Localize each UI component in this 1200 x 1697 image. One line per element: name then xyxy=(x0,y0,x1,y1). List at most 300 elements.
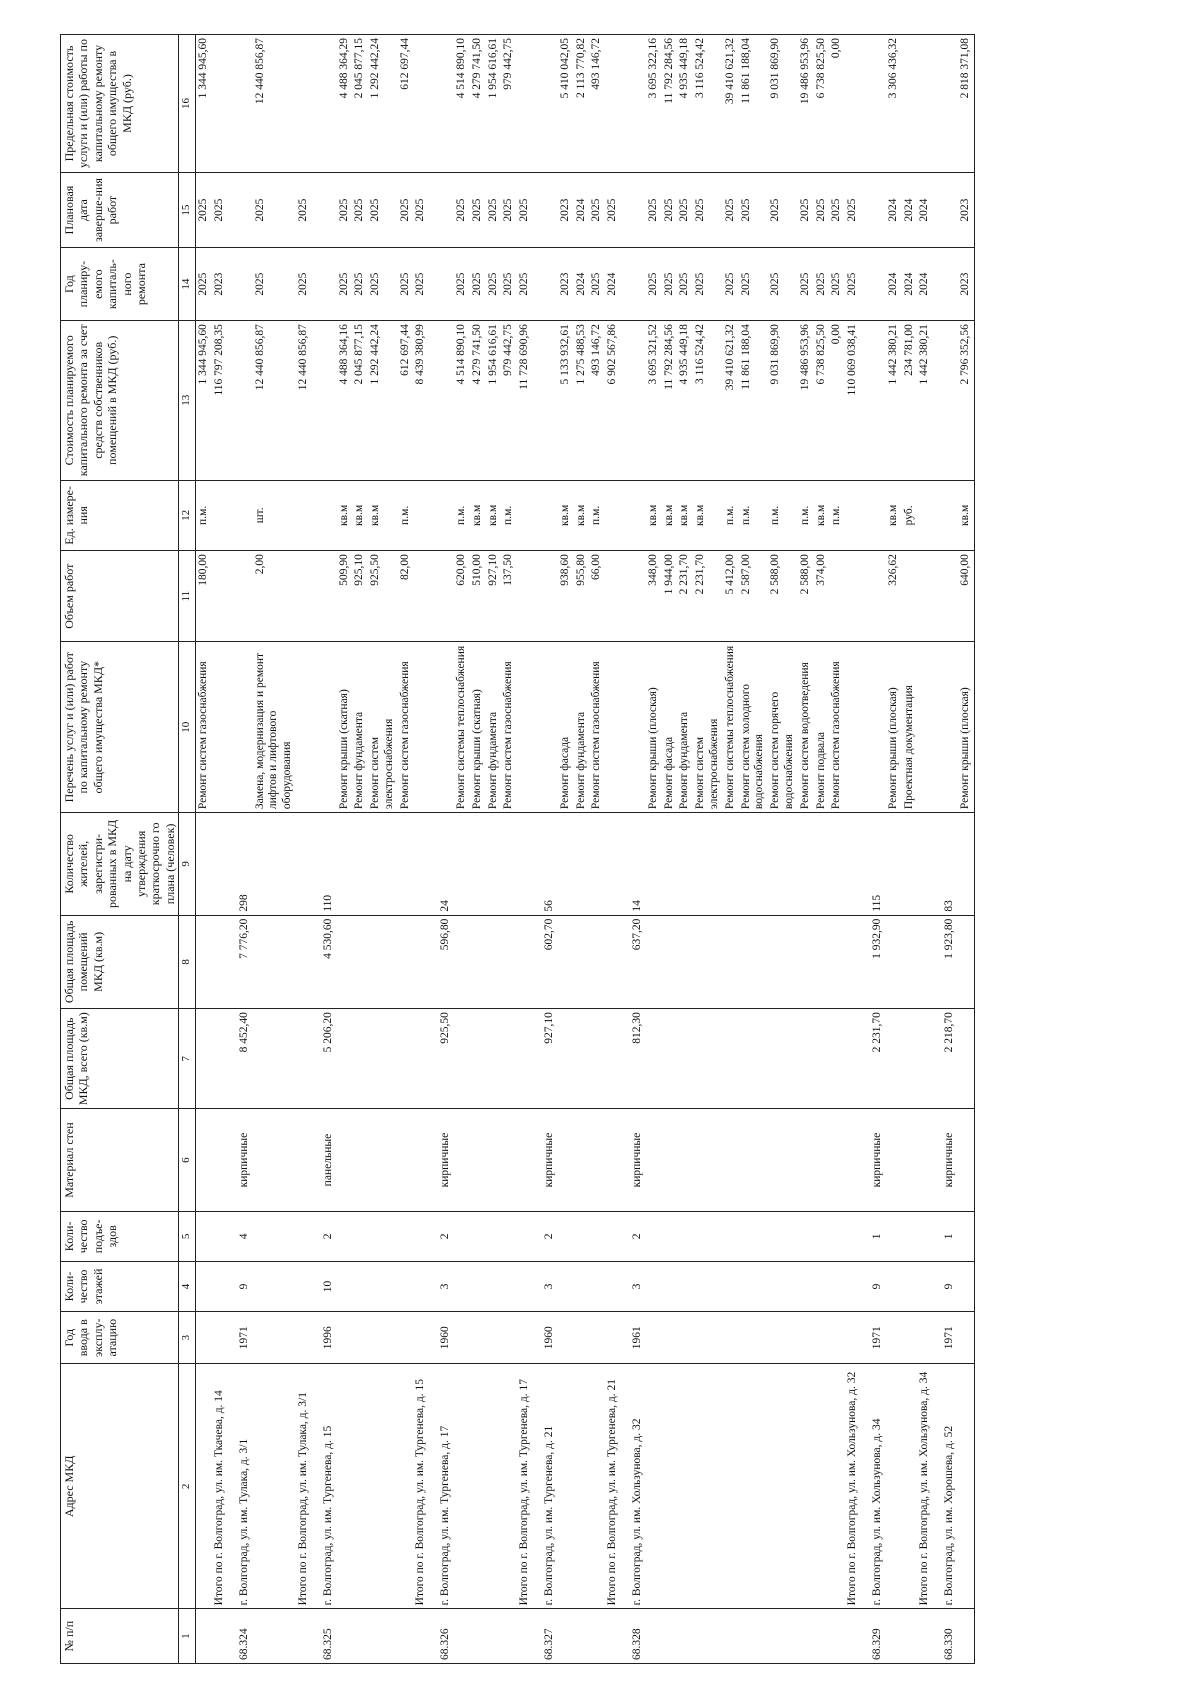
empty-cell xyxy=(312,172,337,247)
limit-cell: 4 488 364,29 xyxy=(337,35,353,173)
column-number-row xyxy=(179,35,196,1664)
empty-cell xyxy=(861,480,886,551)
cost-cell: 4 279 741,50 xyxy=(470,321,486,480)
empty-cell xyxy=(454,813,470,916)
volume-cell: 2 231,70 xyxy=(693,551,723,642)
empty-cell xyxy=(212,642,228,813)
premises-area-cell: 1 923,80 xyxy=(933,915,958,1008)
limit-cell: 11 792 284,56 xyxy=(662,35,678,173)
empty-cell xyxy=(368,915,398,1008)
empty-cell xyxy=(574,1109,590,1212)
empty-cell xyxy=(337,1009,353,1109)
work-cell: Ремонт фундамента xyxy=(352,642,368,813)
work-row xyxy=(798,35,814,1664)
wall-material-cell: кирпичные xyxy=(228,1109,253,1212)
year-cell: 2025 xyxy=(739,248,769,321)
cost-cell: 12 440 856,87 xyxy=(253,321,296,480)
end-date-cell: 2025 xyxy=(739,172,769,247)
year-cell: 2025 xyxy=(398,248,414,321)
limit-cell: 2 113 770,82 xyxy=(574,35,590,173)
empty-cell xyxy=(662,813,678,916)
empty-cell xyxy=(677,915,693,1008)
empty-cell xyxy=(723,915,739,1008)
entrances-cell: 4 xyxy=(228,1211,253,1261)
cost-cell: 2 796 352,56 xyxy=(958,321,974,480)
entrances-cell: 2 xyxy=(312,1211,337,1261)
work-row xyxy=(368,35,398,1664)
cost-cell: 1 442 380,21 xyxy=(886,321,902,480)
empty-cell xyxy=(228,642,253,813)
residents-cell: 83 xyxy=(933,813,958,916)
empty-cell xyxy=(398,1009,414,1109)
empty-cell xyxy=(454,1609,470,1664)
total-row xyxy=(517,35,533,1664)
empty-cell xyxy=(845,1261,861,1311)
work-cell: Ремонт систем горячего водоснабжения xyxy=(768,642,798,813)
floors-cell: 9 xyxy=(228,1261,253,1311)
empty-cell xyxy=(337,1109,353,1212)
residents-cell: 110 xyxy=(312,813,337,916)
empty-cell xyxy=(558,1009,574,1109)
floors-cell: 3 xyxy=(429,1261,454,1311)
empty-cell xyxy=(845,915,861,1008)
year-cell: 2025 xyxy=(677,248,693,321)
volume-cell: 925,10 xyxy=(352,551,368,642)
cost-cell: 1 275 488,53 xyxy=(574,321,590,480)
empty-cell xyxy=(845,35,861,173)
empty-cell xyxy=(574,1261,590,1311)
unit-cell: кв.м xyxy=(337,480,353,551)
empty-cell xyxy=(501,1364,517,1609)
empty-cell xyxy=(605,1312,621,1364)
empty-cell xyxy=(886,1009,902,1109)
empty-cell xyxy=(768,1261,798,1311)
empty-cell xyxy=(917,35,933,173)
house-row xyxy=(228,35,253,1664)
empty-cell xyxy=(413,551,429,642)
empty-cell xyxy=(486,813,502,916)
empty-cell xyxy=(723,1261,739,1311)
end-date-cell: 2025 xyxy=(337,172,353,247)
empty-cell xyxy=(798,1261,814,1311)
empty-cell xyxy=(646,1364,662,1609)
empty-cell xyxy=(646,1312,662,1364)
year-cell: 2025 xyxy=(693,248,723,321)
empty-cell xyxy=(196,1261,212,1311)
empty-cell xyxy=(845,1312,861,1364)
cost-cell: 11 792 284,56 xyxy=(662,321,678,480)
empty-cell xyxy=(398,813,414,916)
empty-cell xyxy=(768,1312,798,1364)
empty-cell xyxy=(861,551,886,642)
row-number-cell: 68.325 xyxy=(312,1609,337,1664)
empty-cell xyxy=(429,642,454,813)
empty-cell xyxy=(486,915,502,1008)
empty-cell xyxy=(693,1109,723,1212)
empty-cell xyxy=(253,813,296,916)
empty-cell xyxy=(829,1109,845,1212)
empty-cell xyxy=(337,1609,353,1664)
total-label-cell: Итого по г. Волгоград, ул. им. Ткачева, д. 14 xyxy=(212,1364,228,1609)
total-area-cell: 925,50 xyxy=(429,1009,454,1109)
empty-cell xyxy=(368,1609,398,1664)
year-built-cell: 1961 xyxy=(621,1312,646,1364)
empty-cell xyxy=(368,1009,398,1109)
empty-cell xyxy=(368,1261,398,1311)
empty-cell xyxy=(253,1211,296,1261)
empty-cell xyxy=(253,915,296,1008)
empty-cell xyxy=(814,1109,830,1212)
empty-cell xyxy=(470,1261,486,1311)
empty-cell xyxy=(605,35,621,173)
limit-cell: 1 344 945,60 xyxy=(196,35,212,173)
empty-cell xyxy=(646,1109,662,1212)
work-row xyxy=(454,35,470,1664)
empty-cell xyxy=(768,915,798,1008)
work-cell: Ремонт систем газоснабжения xyxy=(501,642,517,813)
end-date-cell: 2025 xyxy=(368,172,398,247)
column-number: 16 xyxy=(179,35,196,173)
empty-cell xyxy=(558,1364,574,1609)
empty-cell xyxy=(605,915,621,1008)
volume-cell: 955,80 xyxy=(574,551,590,642)
empty-cell xyxy=(228,321,253,480)
empty-cell xyxy=(917,480,933,551)
empty-cell xyxy=(902,915,918,1008)
empty-cell xyxy=(662,1109,678,1212)
empty-cell xyxy=(413,813,429,916)
empty-cell xyxy=(368,1211,398,1261)
empty-cell xyxy=(398,1211,414,1261)
empty-cell xyxy=(196,1312,212,1364)
work-row xyxy=(662,35,678,1664)
house-row xyxy=(533,35,558,1664)
cost-cell: 0,00 xyxy=(829,321,845,480)
empty-cell xyxy=(296,1009,312,1109)
residents-cell: 56 xyxy=(533,813,558,916)
empty-cell xyxy=(574,915,590,1008)
volume-cell: 2 588,00 xyxy=(768,551,798,642)
unit-cell: кв.м xyxy=(368,480,398,551)
empty-cell xyxy=(902,1211,918,1261)
year-built-cell: 1971 xyxy=(861,1312,886,1364)
wall-material-cell: кирпичные xyxy=(621,1109,646,1212)
row-number-cell: 68.324 xyxy=(228,1609,253,1664)
total-cost-cell: 8 439 380,99 xyxy=(413,321,429,480)
empty-cell xyxy=(605,551,621,642)
empty-cell xyxy=(413,480,429,551)
unit-cell: кв.м xyxy=(486,480,502,551)
cost-cell: 5 133 932,61 xyxy=(558,321,574,480)
empty-cell xyxy=(253,1109,296,1212)
empty-cell xyxy=(558,915,574,1008)
end-date-cell: 2025 xyxy=(723,172,739,247)
volume-cell: 2 588,00 xyxy=(798,551,814,642)
total-row xyxy=(845,35,861,1664)
unit-cell: п.м. xyxy=(739,480,769,551)
empty-cell xyxy=(398,915,414,1008)
year-cell: 2024 xyxy=(902,248,918,321)
empty-cell xyxy=(574,1009,590,1109)
empty-cell xyxy=(768,1211,798,1261)
floors-cell: 10 xyxy=(312,1261,337,1311)
year-cell: 2025 xyxy=(845,248,861,321)
cost-cell: 2 045 877,15 xyxy=(352,321,368,480)
work-cell: Замена, модернизация и ремонт лифтов и лифтового оборудования xyxy=(253,642,296,813)
empty-cell xyxy=(228,480,253,551)
empty-cell xyxy=(677,1609,693,1664)
column-number: 9 xyxy=(179,813,196,916)
volume-cell: 326,62 xyxy=(886,551,902,642)
volume-cell: 66,00 xyxy=(589,551,605,642)
empty-cell xyxy=(212,35,228,173)
empty-cell xyxy=(621,642,646,813)
empty-cell xyxy=(352,813,368,916)
empty-cell xyxy=(398,1312,414,1364)
residents-cell: 115 xyxy=(861,813,886,916)
year-cell: 2024 xyxy=(886,248,902,321)
header-cell: Материал стен xyxy=(61,1109,179,1212)
work-row xyxy=(558,35,574,1664)
empty-cell xyxy=(902,1009,918,1109)
empty-cell xyxy=(253,1261,296,1311)
empty-cell xyxy=(677,1211,693,1261)
empty-cell xyxy=(533,248,558,321)
empty-cell xyxy=(829,1261,845,1311)
year-cell: 2025 xyxy=(368,248,398,321)
header-cell: Стоимость планируемого капитального ремонта за счет средств собственников помещений в МКД (руб.) xyxy=(61,321,179,480)
premises-area-cell: 596,80 xyxy=(429,915,454,1008)
empty-cell xyxy=(605,1009,621,1109)
column-number: 14 xyxy=(179,248,196,321)
empty-cell xyxy=(902,1364,918,1609)
empty-cell xyxy=(886,1211,902,1261)
empty-cell xyxy=(470,1009,486,1109)
total-label-cell: Итого по г. Волгоград, ул. им. Тургенева, д. 21 xyxy=(605,1364,621,1609)
year-built-cell: 1971 xyxy=(228,1312,253,1364)
empty-cell xyxy=(589,1211,605,1261)
work-row xyxy=(902,35,918,1664)
total-cost-cell: 110 069 038,41 xyxy=(845,321,861,480)
empty-cell xyxy=(845,1211,861,1261)
volume-cell: 82,00 xyxy=(398,551,414,642)
unit-cell: руб. xyxy=(902,480,918,551)
empty-cell xyxy=(662,1261,678,1311)
table-body xyxy=(196,35,975,1664)
column-number: 8 xyxy=(179,915,196,1008)
volume-cell: 374,00 xyxy=(814,551,830,642)
work-row xyxy=(501,35,517,1664)
work-cell: Ремонт системы теплоснабжения xyxy=(454,642,470,813)
empty-cell xyxy=(558,1109,574,1212)
premises-area-cell: 637,20 xyxy=(621,915,646,1008)
empty-cell xyxy=(312,35,337,173)
empty-cell xyxy=(253,1609,296,1664)
empty-cell xyxy=(368,1364,398,1609)
empty-cell xyxy=(296,1312,312,1364)
column-number: 4 xyxy=(179,1261,196,1311)
empty-cell xyxy=(454,1364,470,1609)
empty-cell xyxy=(296,35,312,173)
empty-cell xyxy=(196,1609,212,1664)
empty-cell xyxy=(212,813,228,916)
empty-cell xyxy=(312,321,337,480)
limit-cell: 4 514 890,10 xyxy=(454,35,470,173)
limit-cell: 2 045 877,15 xyxy=(352,35,368,173)
year-built-cell: 1971 xyxy=(933,1312,958,1364)
empty-cell xyxy=(517,480,533,551)
cost-cell: 11 861 188,04 xyxy=(739,321,769,480)
header-cell: Количество жителей, зарегистри-рованных в МКД на дату утверждения краткосрочно го плана (человек) xyxy=(61,813,179,916)
empty-cell xyxy=(886,1364,902,1609)
empty-cell xyxy=(814,1261,830,1311)
cost-cell: 19 486 953,96 xyxy=(798,321,814,480)
empty-cell xyxy=(829,1609,845,1664)
total-row xyxy=(413,35,429,1664)
empty-cell xyxy=(398,1261,414,1311)
limit-cell: 6 738 825,50 xyxy=(814,35,830,173)
total-label-cell: Итого по г. Волгоград, ул. им. Тулака, д. 3/1 xyxy=(296,1364,312,1609)
end-date-cell: 2025 xyxy=(814,172,830,247)
total-cost-cell: 11 728 690,96 xyxy=(517,321,533,480)
empty-cell xyxy=(768,1364,798,1609)
empty-cell xyxy=(533,35,558,173)
empty-cell xyxy=(517,1009,533,1109)
end-date-cell: 2025 xyxy=(845,172,861,247)
empty-cell xyxy=(368,1109,398,1212)
empty-cell xyxy=(296,551,312,642)
residents-cell: 14 xyxy=(621,813,646,916)
empty-cell xyxy=(337,1261,353,1311)
unit-cell: кв.м xyxy=(693,480,723,551)
unit-cell: кв.м xyxy=(677,480,693,551)
limit-cell: 493 146,72 xyxy=(589,35,605,173)
row-number-cell: 68.327 xyxy=(533,1609,558,1664)
total-cost-cell: 116 797 208,35 xyxy=(212,321,228,480)
rotated-page xyxy=(60,34,1180,1664)
empty-cell xyxy=(196,1009,212,1109)
empty-cell xyxy=(429,321,454,480)
empty-cell xyxy=(533,172,558,247)
empty-cell xyxy=(621,551,646,642)
empty-cell xyxy=(739,1109,769,1212)
empty-cell xyxy=(902,813,918,916)
empty-cell xyxy=(958,1261,974,1311)
work-row xyxy=(574,35,590,1664)
empty-cell xyxy=(501,915,517,1008)
year-built-cell: 1960 xyxy=(533,1312,558,1364)
unit-cell: кв.м xyxy=(470,480,486,551)
year-cell: 2023 xyxy=(958,248,974,321)
column-number: 5 xyxy=(179,1211,196,1261)
work-row xyxy=(398,35,414,1664)
year-cell: 2023 xyxy=(212,248,228,321)
total-row xyxy=(212,35,228,1664)
empty-cell xyxy=(413,642,429,813)
total-cost-cell: 1 442 380,21 xyxy=(917,321,933,480)
entrances-cell: 1 xyxy=(933,1211,958,1261)
empty-cell xyxy=(902,1109,918,1212)
empty-cell xyxy=(558,1261,574,1311)
end-date-cell: 2025 xyxy=(677,172,693,247)
empty-cell xyxy=(958,813,974,916)
empty-cell xyxy=(501,1312,517,1364)
empty-cell xyxy=(486,1009,502,1109)
empty-cell xyxy=(486,1364,502,1609)
cost-cell: 39 410 621,32 xyxy=(723,321,739,480)
empty-cell xyxy=(933,642,958,813)
cost-cell: 9 031 869,90 xyxy=(768,321,798,480)
row-number-cell: 68.329 xyxy=(861,1609,886,1664)
empty-cell xyxy=(470,1312,486,1364)
empty-cell xyxy=(662,1211,678,1261)
end-date-cell: 2025 xyxy=(470,172,486,247)
empty-cell xyxy=(429,248,454,321)
empty-cell xyxy=(196,1364,212,1609)
empty-cell xyxy=(798,1109,814,1212)
volume-cell xyxy=(902,551,918,642)
empty-cell xyxy=(574,1364,590,1609)
cost-cell: 3 116 524,42 xyxy=(693,321,723,480)
empty-cell xyxy=(829,813,845,916)
empty-cell xyxy=(558,1211,574,1261)
year-cell: 2024 xyxy=(574,248,590,321)
empty-cell xyxy=(253,1364,296,1609)
unit-cell: п.м. xyxy=(501,480,517,551)
empty-cell xyxy=(589,915,605,1008)
house-row xyxy=(621,35,646,1664)
empty-cell xyxy=(605,1609,621,1664)
empty-cell xyxy=(605,1109,621,1212)
limit-cell: 0,00 xyxy=(829,35,845,173)
year-built-cell: 1960 xyxy=(429,1312,454,1364)
empty-cell xyxy=(517,551,533,642)
empty-cell xyxy=(693,1312,723,1364)
end-date-cell: 2024 xyxy=(902,172,918,247)
limit-cell: 612 697,44 xyxy=(398,35,414,173)
year-cell: 2025 xyxy=(723,248,739,321)
residents-cell: 24 xyxy=(429,813,454,916)
year-cell: 2025 xyxy=(413,248,429,321)
empty-cell xyxy=(337,915,353,1008)
volume-cell xyxy=(829,551,845,642)
empty-cell xyxy=(723,1109,739,1212)
empty-cell xyxy=(486,1109,502,1212)
empty-cell xyxy=(589,1609,605,1664)
volume-cell: 2 231,70 xyxy=(677,551,693,642)
empty-cell xyxy=(398,1364,414,1609)
residents-cell: 298 xyxy=(228,813,253,916)
entrances-cell: 2 xyxy=(429,1211,454,1261)
empty-cell xyxy=(312,480,337,551)
empty-cell xyxy=(677,1312,693,1364)
empty-cell xyxy=(917,1211,933,1261)
empty-cell xyxy=(768,1109,798,1212)
empty-cell xyxy=(693,1364,723,1609)
work-cell: Ремонт фасада xyxy=(662,642,678,813)
empty-cell xyxy=(723,1009,739,1109)
empty-cell xyxy=(886,813,902,916)
empty-cell xyxy=(212,1609,228,1664)
unit-cell: кв.м xyxy=(574,480,590,551)
end-date-cell: 2025 xyxy=(454,172,470,247)
total-cost-cell: 12 440 856,87 xyxy=(296,321,312,480)
empty-cell xyxy=(486,1211,502,1261)
end-date-cell: 2025 xyxy=(662,172,678,247)
end-date-cell: 2025 xyxy=(829,172,845,247)
year-cell: 2025 xyxy=(501,248,517,321)
empty-cell xyxy=(917,551,933,642)
